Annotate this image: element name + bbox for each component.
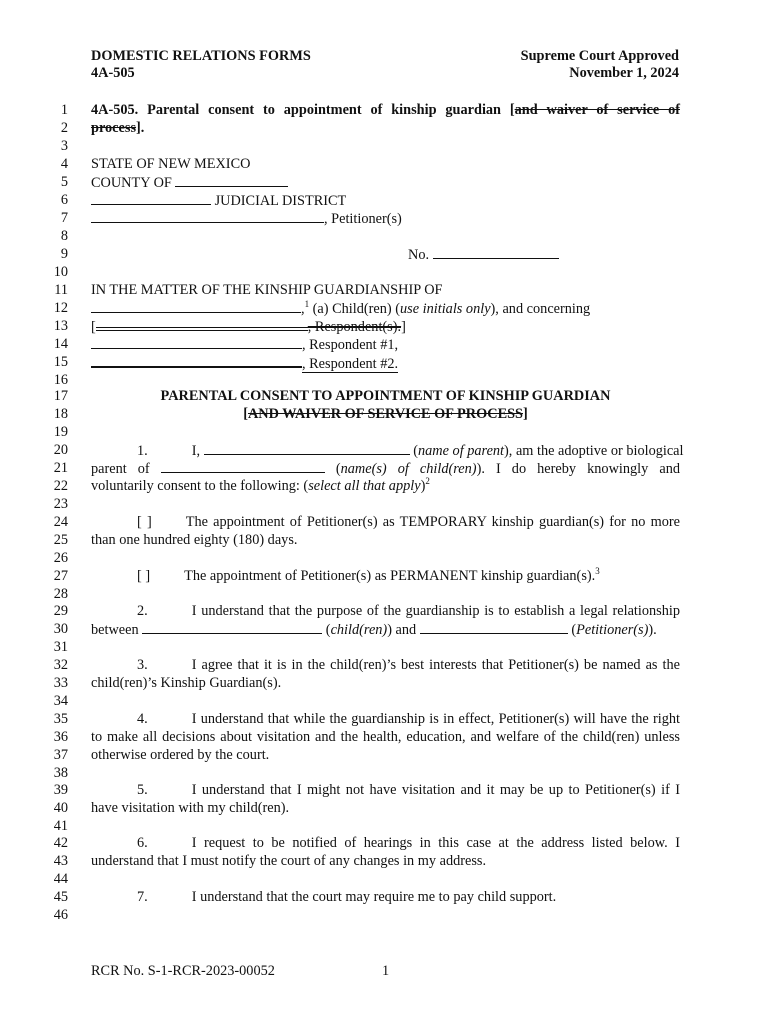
line-number: 36: [53, 729, 68, 745]
caption-district: JUDICIAL DISTRICT: [91, 191, 680, 209]
approval-date: November 1, 2024: [569, 65, 679, 81]
case-number-blank[interactable]: [433, 245, 559, 259]
line-number: 27: [53, 568, 68, 584]
parent-name-blank[interactable]: [204, 441, 410, 455]
line-number: 34: [53, 693, 68, 709]
line-number: 3: [60, 138, 68, 154]
document-subheading: [AND WAIVER OF SERVICE OF PROCESS]: [243, 406, 528, 422]
line-number: 11: [54, 282, 68, 298]
paragraph-2-line2: between (child(ren)) and (Petitioner(s)).: [91, 622, 657, 638]
caption-county: COUNTY OF: [91, 173, 680, 191]
paragraph-3-line2: child(ren)’s Kinship Guardian(s).: [91, 675, 282, 691]
line-number: 23: [53, 496, 68, 512]
line-number: 43: [53, 853, 68, 869]
line-number: 14: [53, 336, 68, 352]
line-number: 45: [53, 889, 68, 905]
paragraph-2-line1: 2. I understand that the purpose of the guardianship is to establish a legal relationship: [137, 603, 680, 619]
option-temporary-line1: [ ] The appointment of Petitioner(s) as TEMPORARY kinship guardian(s) for no more: [137, 514, 680, 530]
line-number: 32: [53, 657, 68, 673]
line-number: 46: [53, 907, 68, 923]
respondent-1-blank[interactable]: [91, 335, 302, 349]
rcr-number: RCR No. S-1-RCR-2023-00052: [91, 963, 275, 979]
struck-title-text-2: process: [91, 120, 137, 136]
respondent-2-blank[interactable]: [91, 353, 302, 368]
document-heading: PARENTAL CONSENT TO APPOINTMENT OF KINSHIP GUARDIAN: [160, 388, 611, 404]
paragraph-1-line3: voluntarily consent to the following: (select all that apply)$^2$: [91, 476, 430, 494]
line-number: 17: [53, 388, 68, 404]
option-permanent: [ ] The appointment of Petitioner(s) as PERMANENT kinship guardian(s).$^3$: [137, 566, 600, 584]
paragraph-7: 7. I understand that the court may require me to pay child support.: [137, 889, 557, 905]
temporary-checkbox[interactable]: [ ]: [137, 514, 152, 530]
caption-respondent-2: , Respondent #2.: [91, 353, 680, 371]
line-number: 39: [53, 782, 68, 798]
line-number: 16: [53, 372, 68, 388]
form-header-right: [521, 48, 679, 82]
caption-respondent-1: , Respondent #1,: [91, 335, 680, 353]
paragraph-4-line3: otherwise ordered by the court.: [91, 747, 270, 763]
paragraph-6-line2: understand that I must notify the court of any changes in my address.: [91, 853, 487, 869]
line-number: 6: [60, 192, 68, 208]
form-series: DOMESTIC RELATIONS FORMS: [91, 48, 311, 64]
line-number: 10: [53, 264, 68, 280]
form-header-left: [91, 48, 311, 82]
struck-title-text: and waiver of service of: [514, 102, 680, 118]
line-number: 37: [53, 747, 68, 763]
petitioner-blank[interactable]: [91, 209, 324, 223]
line-number: 31: [53, 639, 68, 655]
respondent-struck-blank: [96, 317, 308, 331]
line-number: 15: [53, 354, 68, 370]
line-number: 20: [53, 442, 68, 458]
line-number: 41: [53, 818, 68, 834]
district-blank[interactable]: [91, 191, 211, 205]
paragraph-4-line2: to make all decisions about visitation and the health, education, and welfare of the child(ren) unless: [91, 729, 680, 745]
relationship-child-blank[interactable]: [142, 620, 322, 634]
line-number: 25: [53, 532, 68, 548]
line-number: 30: [53, 621, 68, 637]
caption-child: ,$^1$ (a) Child(ren) (use initials only), and concerning: [91, 299, 680, 317]
line-number: 44: [53, 871, 68, 887]
line-number: 5: [60, 174, 68, 190]
line-number: 26: [53, 550, 68, 566]
line-number: 28: [53, 586, 68, 602]
page-number: 1: [382, 963, 390, 979]
line-number: 9: [60, 246, 68, 262]
line-number: 35: [53, 711, 68, 727]
form-title-line2: process].: [91, 120, 145, 136]
paragraph-1-line1: 1. I, (name of parent), am the adoptive or biological: [137, 443, 684, 459]
paragraph-5-line2: have visitation with my child(ren).: [91, 800, 290, 816]
paragraph-4-line1: 4. I understand that while the guardianship is in effect, Petitioner(s) will have the right: [137, 711, 680, 727]
line-number: 19: [53, 424, 68, 440]
line-number: 29: [53, 603, 68, 619]
option-temporary-line2: than one hundred eighty (180) days.: [91, 532, 298, 548]
line-number: 13: [53, 318, 68, 334]
paragraph-3-line1: 3. I agree that it is in the child(ren)’s best interests that Petitioner(s) be named as the: [137, 657, 680, 673]
caption-petitioner: , Petitioner(s): [91, 209, 680, 227]
child-blank[interactable]: [91, 299, 301, 313]
county-blank[interactable]: [175, 173, 288, 187]
paragraph-6-line1: 6. I request to be notified of hearings in this case at the address listed below. I: [137, 835, 680, 851]
line-number: 1: [60, 102, 68, 118]
relationship-petitioner-blank[interactable]: [420, 620, 568, 634]
child-names-blank[interactable]: [161, 459, 325, 473]
line-number: 22: [53, 478, 68, 494]
form-number: 4A-505: [91, 65, 135, 81]
permanent-checkbox[interactable]: [ ]: [137, 568, 151, 584]
form-title-line1: 4A-505. Parental consent to appointment of kinship guardian [and waiver of service of: [91, 102, 680, 118]
line-number: 40: [53, 800, 68, 816]
line-number: 24: [53, 514, 68, 530]
line-number: 42: [53, 835, 68, 851]
caption-matter: IN THE MATTER OF THE KINSHIP GUARDIANSHIP OF: [91, 282, 443, 298]
paragraph-1-line2: parent of (name(s) of child(ren)). I do hereby knowingly and: [91, 461, 680, 477]
line-number: 7: [60, 210, 68, 226]
line-number: 21: [53, 460, 68, 476]
caption-state: STATE OF NEW MEXICO: [91, 156, 251, 172]
line-number: 38: [53, 765, 68, 781]
line-number: 12: [53, 300, 68, 316]
caption-respondent-struck: [ , Respondent(s).]: [91, 319, 406, 335]
paragraph-5-line1: 5. I understand that I might not have visitation and it may be up to Petitioner(s) if I: [137, 782, 680, 798]
line-number: 2: [60, 120, 68, 136]
line-number: 4: [60, 156, 68, 172]
line-number: 18: [53, 406, 68, 422]
approval-label: Supreme Court Approved: [520, 48, 679, 64]
line-number: 8: [60, 228, 68, 244]
line-number: 33: [53, 675, 68, 691]
case-number: No.: [408, 245, 559, 263]
